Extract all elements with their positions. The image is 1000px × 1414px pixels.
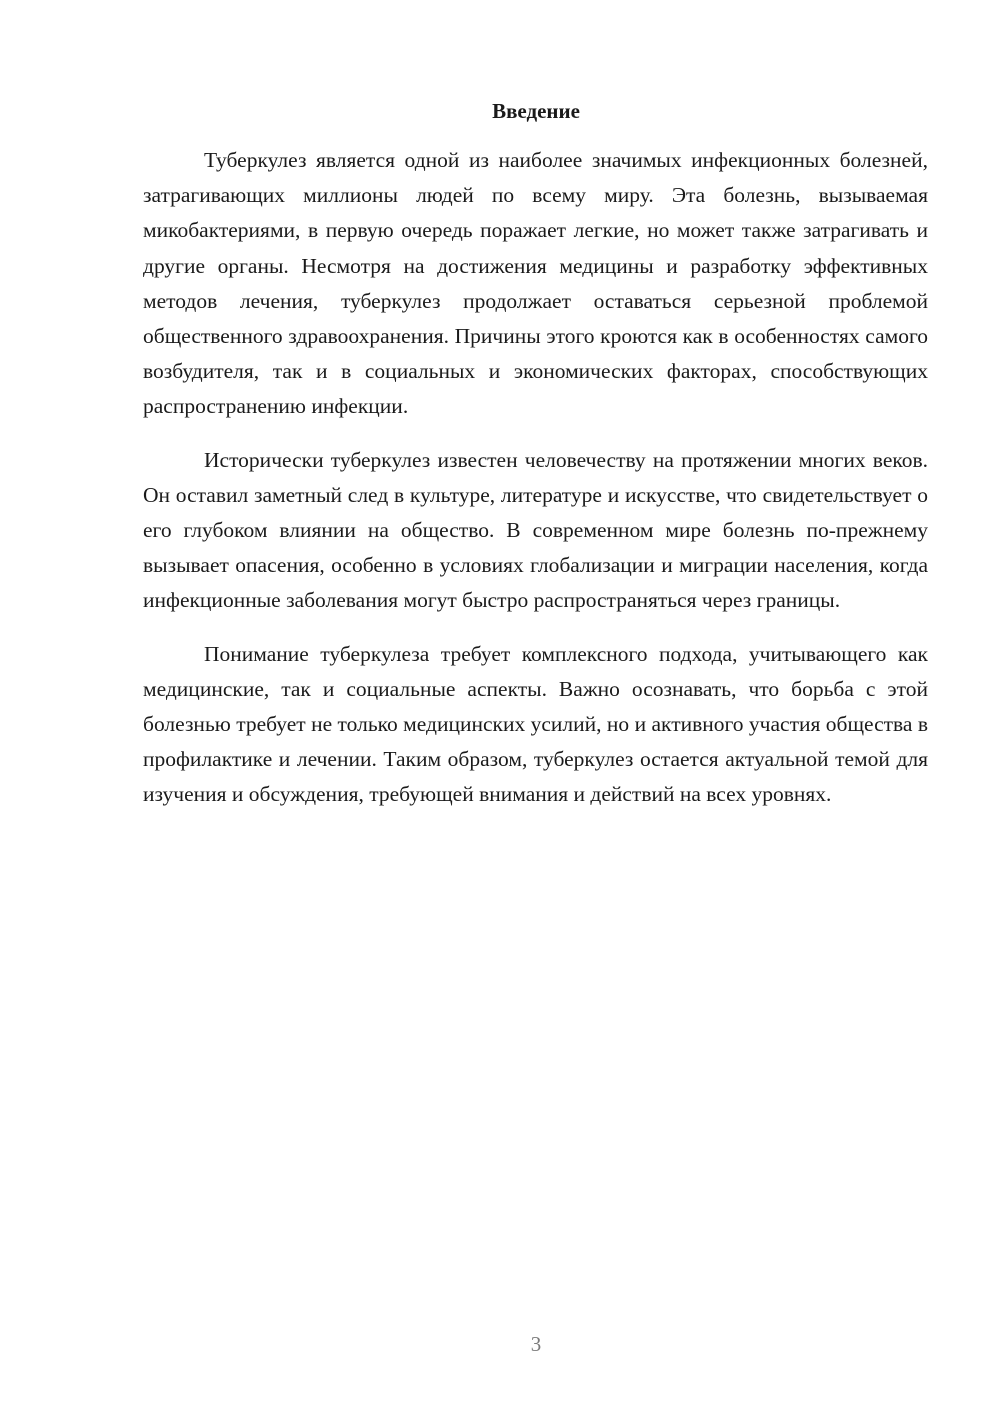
section-heading: Введение: [492, 99, 580, 123]
paragraph-2: Исторически туберкулез известен человечеству на протяжении многих веков. Он оставил заметный след в культуре, литературе и искусстве, что свидетельствует о его глубоком влиянии на общество. В современном мире болезнь по-прежнему вызывает опасения, особенно в условиях глобализации и миграции населения, когда инфекционные заболевания могут быстро распространяться через границы.: [143, 447, 928, 613]
page-number: 3: [530, 1332, 542, 1356]
body-text: [143, 143, 928, 831]
paragraph-1: Туберкулез является одной из наиболее значимых инфекционных болезней, затрагивающих миллионы людей по всему миру. Эта болезнь, вызываемая микобактериями, в первую очередь поражает легкие, но может также затрагивать и другие органы. Несмотря на достижения медицины и разработку эффективных методов лечения, туберкулез продолжает оставаться серьезной проблемой общественного здравоохранения. Причины этого кроются как в особенностях самого возбудителя, так и в социальных и экономических факторах, способствующих распространению инфекции.: [143, 148, 928, 419]
paragraph-3: Понимание туберкулеза требует комплексного подхода, учитывающего как медицинские, так и социальные аспекты. Важно осознавать, что борьба с этой болезнью требует не только медицинских усилий, но и активного участия общества в профилактике и лечении. Таким образом, туберкулез остается актуальной темой для изучения и обсуждения, требующей внимания и действий на всех уровнях.: [143, 641, 928, 807]
